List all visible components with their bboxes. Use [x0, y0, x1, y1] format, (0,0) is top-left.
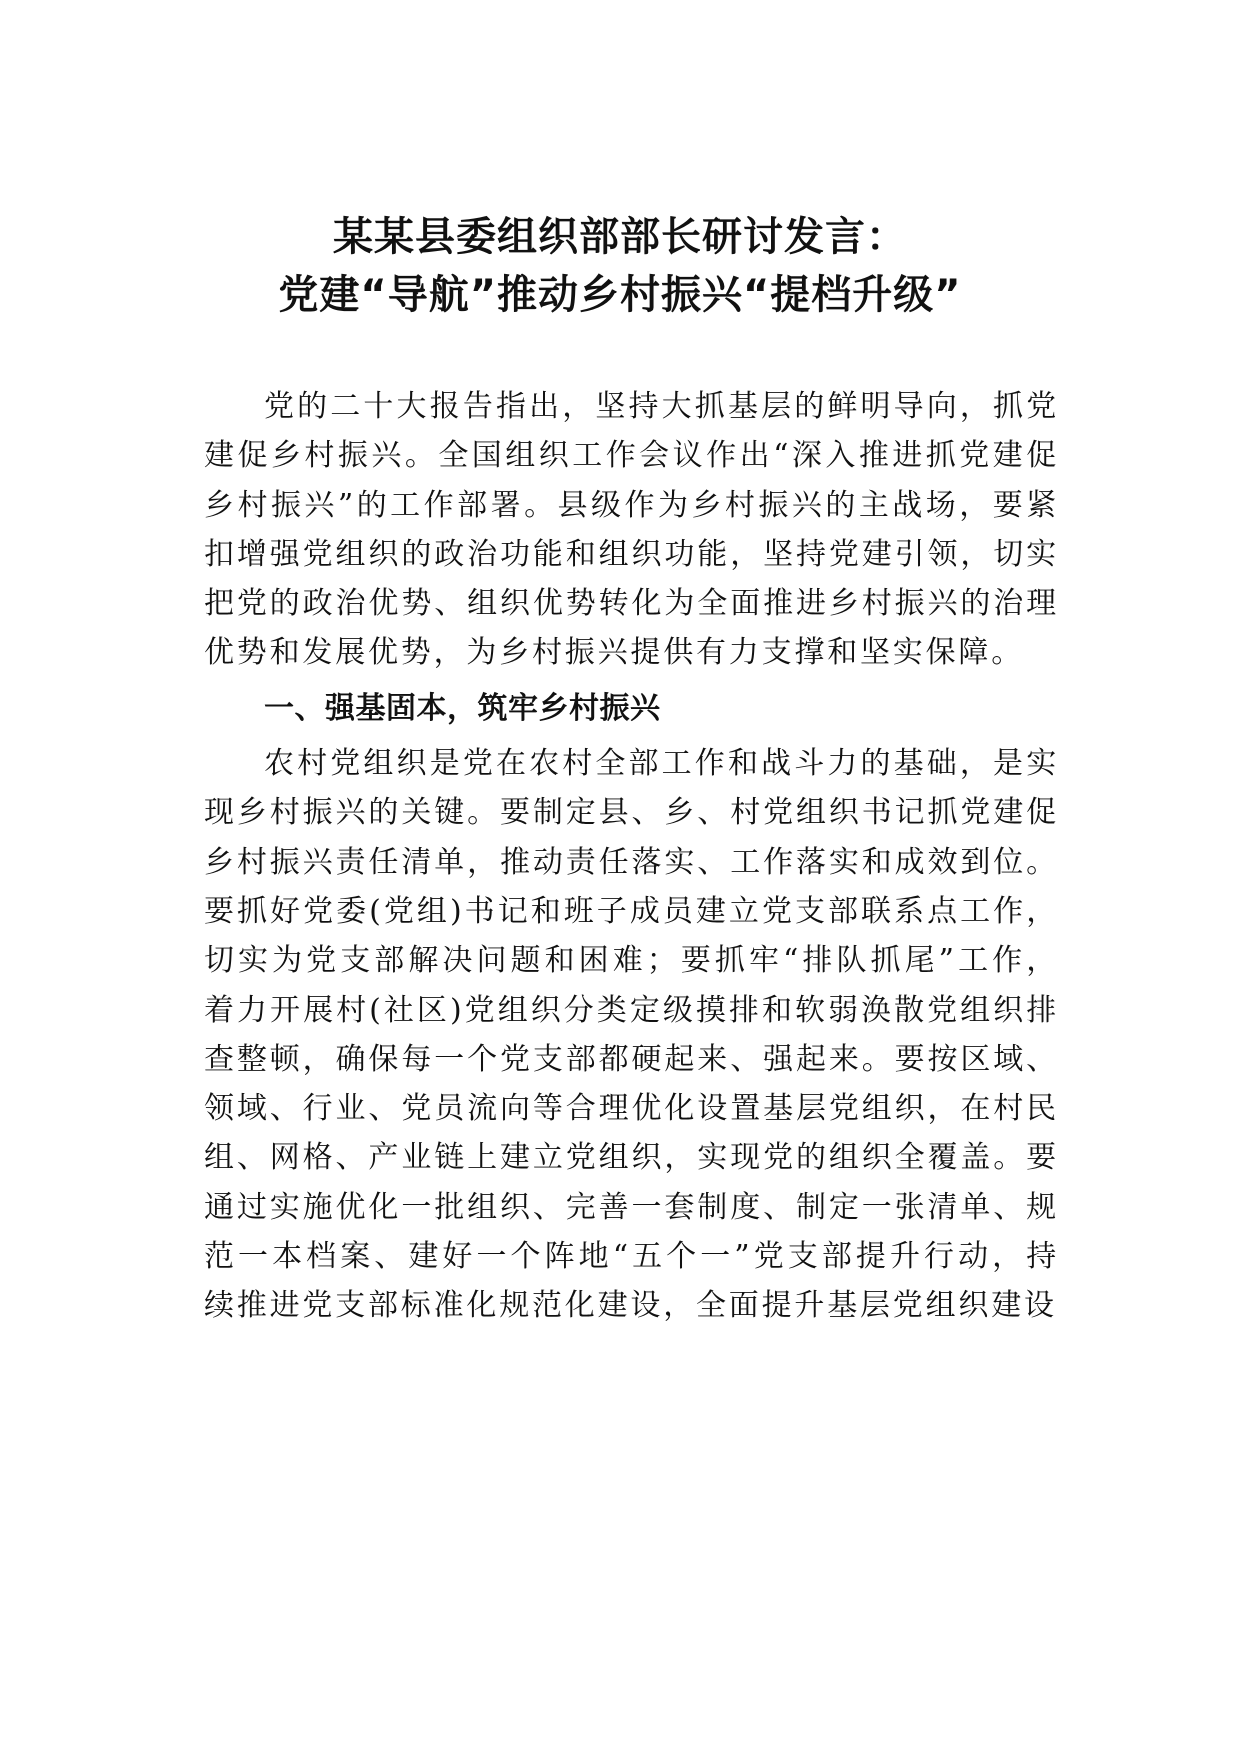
intro-paragraph: 党的二十大报告指出，坚持大抓基层的鲜明导向，抓党建促乡村振兴。全国组织工作会议作出“深入推进抓党建促乡村振兴”的工作部署。县级作为乡村振兴的主战场，要紧扣增强党组织的政治功能和组织功能，坚持党建引领，切实把党的政治优势、组织优势转化为全面推进乡村振兴的治理优势和发展优势，为乡村振兴提供有力支撑和坚实保障。 [204, 389, 1059, 671]
title-line-1: 某某县委组织部部长研讨发言： [333, 214, 907, 260]
document-title [0, 208, 1240, 324]
section-paragraph: 农村党组织是党在农村全部工作和战斗力的基础，是实现乡村振兴的关键。要制定县、乡、村党组织书记抓党建促乡村振兴责任清单，推动责任落实、工作落实和成效到位。要抓好党委(党组)书记和班子成员建立党支部联系点工作，切实为党支部解决问题和困难；要抓牢“排队抓尾”工作，着力开展村(社区)党组织分类定级摸排和软弱涣散党组织排查整顿，确保每一个党支部都硬起来、强起来。要按区域、领域、行业、党员流向等合理优化设置基层党组织，在村民组、网格、产业链上建立党组织，实现党的组织全覆盖。要通过实施优化一批组织、完善一套制度、制定一张清单、规范一本档案、建好一个阵地“五个一”党支部提升行动，持续推进党支部标准化规范化建设，全面提升基层党组织建设 [204, 746, 1059, 1324]
document-body [204, 382, 1059, 1331]
section-heading: 一、强基固本，筑牢乡村振兴 [264, 690, 661, 726]
title-line-2: 党建“导航”推动乡村振兴“提档升级” [278, 272, 962, 318]
